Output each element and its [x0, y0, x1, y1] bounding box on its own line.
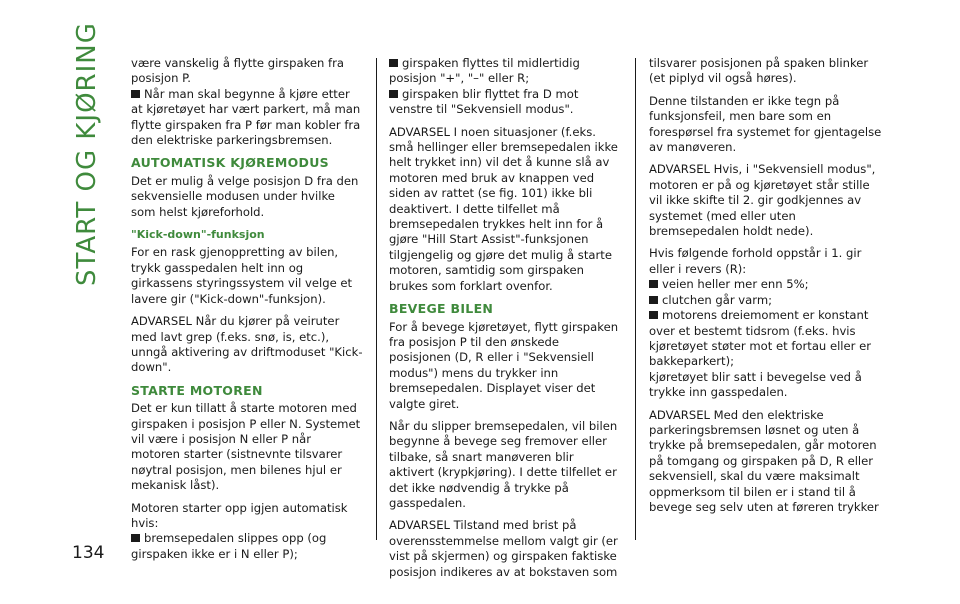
section-title: START OG KJØRING [72, 22, 102, 286]
bullet-item [649, 293, 883, 308]
column-divider [376, 58, 377, 540]
paragraph: For en rask gjenoppretting av bilen, trykk gasspedalen helt inn og girkassens styringssystem vil velge et lavere gir ("Kick-down"-funksjon). [131, 245, 353, 306]
paragraph: Det er kun tillatt å starte motoren med girspaken i posisjon P eller N. Systemet vil være i posisjon N eller P når motoren starter (sistnevnte tilsvarer nøytral posisjon, men bilenes hjul er mekanisk låst). [131, 401, 361, 493]
bullet-icon [389, 90, 398, 98]
bullet-item [131, 87, 363, 149]
heading-start-engine: STARTE MOTOREN [131, 382, 263, 398]
bullet-icon [131, 534, 140, 542]
column-2 [389, 56, 621, 587]
paragraph: Denne tilstanden er ikke tegn på funksjonsfeil, men bare som en forespørsel fra systemet for gjentagelse av manøveren. [649, 93, 882, 155]
bullet-item [649, 277, 883, 292]
bullet-text: girspaken flyttes til midlertidig posisjon "+", "–" eller R; [389, 56, 580, 86]
bullet-text: Når man skal begynne å kjøre etter at kjøretøyet har vært parkert, må man flytte girspaken fra P før man kobler fra den elektriske parkeringsbremsen. [131, 86, 361, 148]
warning-paragraph: ADVARSEL Hvis, i "Sekvensiell modus", motoren er på og kjøretøyet står stille vil ikke skifte til 2. gir godkjennes av systemet (med eller uten bremsepedalen holdt nede). [649, 162, 876, 239]
bullet-text: motorens dreiemoment er konstant over et bestemt tidsrom (f.eks. hvis kjøretøyet støter mot et fortau eller er bakkeparkert); [649, 308, 872, 369]
bullet-item [649, 308, 883, 370]
warning-paragraph: ADVARSEL Tilstand med brist på overensstemmelse mellom valgt gir (er vist på skjermen) og girspaken faktiske posisjon indikeres av at bokstaven som [389, 518, 618, 579]
column-divider [635, 58, 636, 540]
heading-kick-down: "Kick-down"-funksjon [131, 228, 265, 242]
paragraph: kjøretøyet blir satt i bevegelse ved å trykke inn gasspedalen. [649, 369, 862, 400]
bullet-icon [389, 59, 398, 67]
page-number: 134 [72, 543, 105, 563]
column-3 [649, 56, 883, 522]
bullet-text: veien heller mer enn 5%; [662, 277, 809, 292]
bullet-item [389, 56, 621, 87]
paragraph: tilsvarer posisjonen på spaken blinker (et piplyd vil også høres). [649, 56, 869, 86]
paragraph: være vanskelig å flytte girspaken fra posisjon P. [131, 56, 344, 86]
paragraph: Hvis følgende forhold oppstår i 1. gir eller i revers (R): [649, 246, 862, 276]
paragraph: For å bevege kjøretøyet, flytt girspaken fra posisjon P til den ønskede posisjonen (D, R eller i "Sekvensiell modus") mens du trykker inn bremsepedalen. Displayet viser det valgte giret. [389, 319, 619, 411]
bullet-text: bremsepedalen slippes opp (og girspaken ikke er i N eller P); [131, 531, 327, 561]
bullet-item [131, 531, 363, 562]
bullet-text: girspaken blir flyttet fra D mot venstre til "Sekvensiell modus". [389, 86, 579, 117]
bullet-item [389, 87, 621, 118]
warning-paragraph: ADVARSEL Når du kjører på veiruter med lavt grep (f.eks. snø, is, etc.), unngå aktivering av driftmoduset "Kick-down". [131, 314, 363, 375]
warning-paragraph: ADVARSEL I noen situasjoner (f.eks. små hellinger eller bremsepedalen ikke helt trykket inn) vil det å kunne slå av motoren med bruk av knappen ved siden av rattet (se fig. 101) ikke bli deaktivert. I dette tilfellet må bremsepedalen trykkes helt inn for å gjøre "Hill Start Assist"-funksjonen tilgjengelig og gjøre det mulig å starte motoren, samtidig som girspaken brukes som forklart ovenfor. [389, 124, 618, 293]
bullet-icon [649, 311, 658, 319]
heading-move-car: BEVEGE BILEN [389, 301, 494, 317]
heading-automatic-mode: AUTOMATISK KJØREMODUS [131, 155, 329, 171]
warning-paragraph: ADVARSEL Med den elektriske parkeringsbremsen løsnet og uten å trykke på bremsepedalen, går motoren på tomgang og girspaken på D, R eller sekvensiell, skal du være maksimalt oppmerksom til bilen er i stand til å bevege seg selv uten at føreren trykker [649, 407, 879, 514]
column-1 [131, 56, 363, 569]
paragraph: Motoren starter opp igjen automatisk hvis: [131, 500, 348, 530]
bullet-text: clutchen går varm; [662, 292, 773, 307]
bullet-icon [649, 280, 658, 288]
bullet-icon [131, 90, 140, 98]
paragraph: Når du slipper bremsepedalen, vil bilen begynne å bevege seg fremover eller tilbake, så snart manøveren blir aktivert (krypkjøring). I dette tilfellet er det ikke nødvendig å trykke på gasspedalen. [389, 418, 618, 510]
bullet-icon [649, 296, 658, 304]
paragraph: Det er mulig å velge posisjon D fra den sekvensielle modusen under hvilke som helst kjøreforhold. [131, 173, 359, 219]
